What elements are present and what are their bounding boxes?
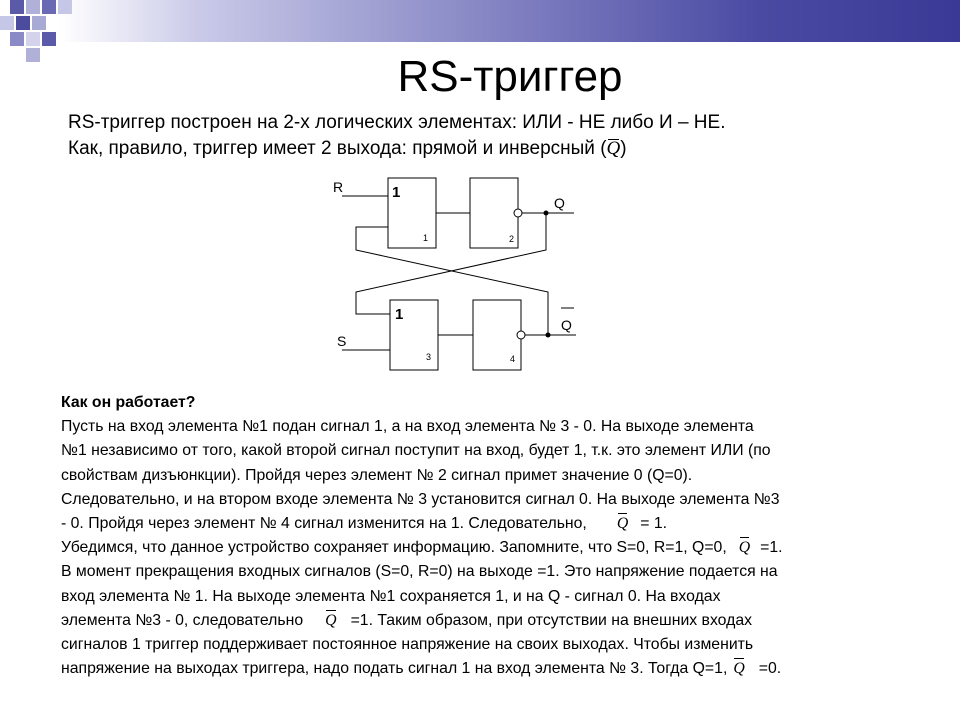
gate-1-function: 1 bbox=[392, 184, 401, 201]
line-text: - 0. Пройдя через элемент № 4 сигнал изменится на 1. Следовательно, bbox=[61, 515, 587, 533]
line-text: элемента №3 - 0, следовательно bbox=[61, 611, 304, 629]
label-r: R bbox=[333, 179, 344, 195]
line-text: = 1. bbox=[640, 515, 668, 533]
gate-2-number: 2 bbox=[509, 234, 515, 244]
inverter-bubble-4 bbox=[517, 331, 525, 339]
explanation-line: вход элемента № 1. На выходе элемента №1 сохраняется 1, и на Q - сигнал 0. На входах bbox=[61, 587, 721, 605]
line-text: =1. Таким образом, при отсутствии на внешних входах bbox=[350, 611, 753, 629]
intro-line-1: RS-триггер построен на 2-х логических элементах: ИЛИ - НЕ либо И – НЕ. bbox=[68, 112, 726, 133]
line-text: напряжение на выходах триггера, надо подать сигнал 1 на вход элемента № 3. Тогда Q=1, bbox=[61, 660, 728, 678]
intro-line-2-text: Как, правило, триггер имеет 2 выхода: прямой и инверсный ( bbox=[68, 138, 607, 159]
explanation-line: №1 независимо от того, какой второй сигнал поступит на вход, будет 1, т.к. это элемент ИЛИ (по bbox=[61, 442, 771, 460]
page-title: RS-триггер bbox=[397, 52, 623, 101]
q-inverse-symbol: Q bbox=[606, 138, 621, 159]
explanation-line bbox=[61, 512, 931, 536]
label-q-inverse: Q bbox=[561, 317, 572, 333]
line-text: Убедимся, что данное устройство сохраняет информацию. Запомните, что S=0, R=1, Q=0, bbox=[61, 539, 727, 557]
label-q: Q bbox=[554, 195, 565, 211]
junction-qinv bbox=[546, 333, 551, 338]
gate-4-number: 4 bbox=[510, 354, 516, 364]
q-inverse-symbol: Q bbox=[733, 657, 744, 681]
q-inverse-symbol: Q bbox=[325, 609, 336, 633]
explanation-line: Следовательно, и на втором входе элемента № 3 установится сигнал 0. На выходе элемента №3 bbox=[61, 490, 780, 508]
explanation-line: сигналов 1 триггер поддерживает постоянное напряжение на своих выходах. Чтобы изменить bbox=[61, 636, 754, 654]
wire-qinv-feedback bbox=[356, 227, 548, 335]
gate-3-number: 3 bbox=[426, 352, 432, 362]
explanation-line bbox=[61, 609, 931, 633]
q-inverse-symbol: Q bbox=[617, 512, 628, 536]
gate-1-number: 1 bbox=[423, 233, 429, 243]
explanation-line: В момент прекращения входных сигналов (S=0, R=0) на выходе =1. Это напряжение подается на bbox=[61, 563, 778, 581]
intro-line-2-end: ) bbox=[620, 138, 627, 159]
explanation-text bbox=[61, 391, 931, 681]
explanation-line: Пусть на вход элемента №1 подан сигнал 1, а на вход элемента № 3 - 0. На выходе элемента bbox=[61, 418, 754, 436]
label-s: S bbox=[337, 333, 347, 349]
explanation-line bbox=[61, 657, 931, 681]
q-inverse-symbol: Q bbox=[739, 536, 750, 560]
explanation-line: свойствам дизъюнкции). Пройдя через элемент № 2 сигнал примет значение 0 (Q=0). bbox=[61, 466, 693, 484]
line-text: =1. bbox=[760, 539, 783, 557]
inverter-bubble-2 bbox=[514, 209, 522, 217]
line-text: =0. bbox=[758, 660, 782, 678]
junction-q bbox=[544, 211, 549, 216]
explanation-line bbox=[61, 536, 931, 560]
gate-3-function: 1 bbox=[395, 306, 404, 323]
explanation-heading: Как он работает? bbox=[61, 394, 196, 411]
